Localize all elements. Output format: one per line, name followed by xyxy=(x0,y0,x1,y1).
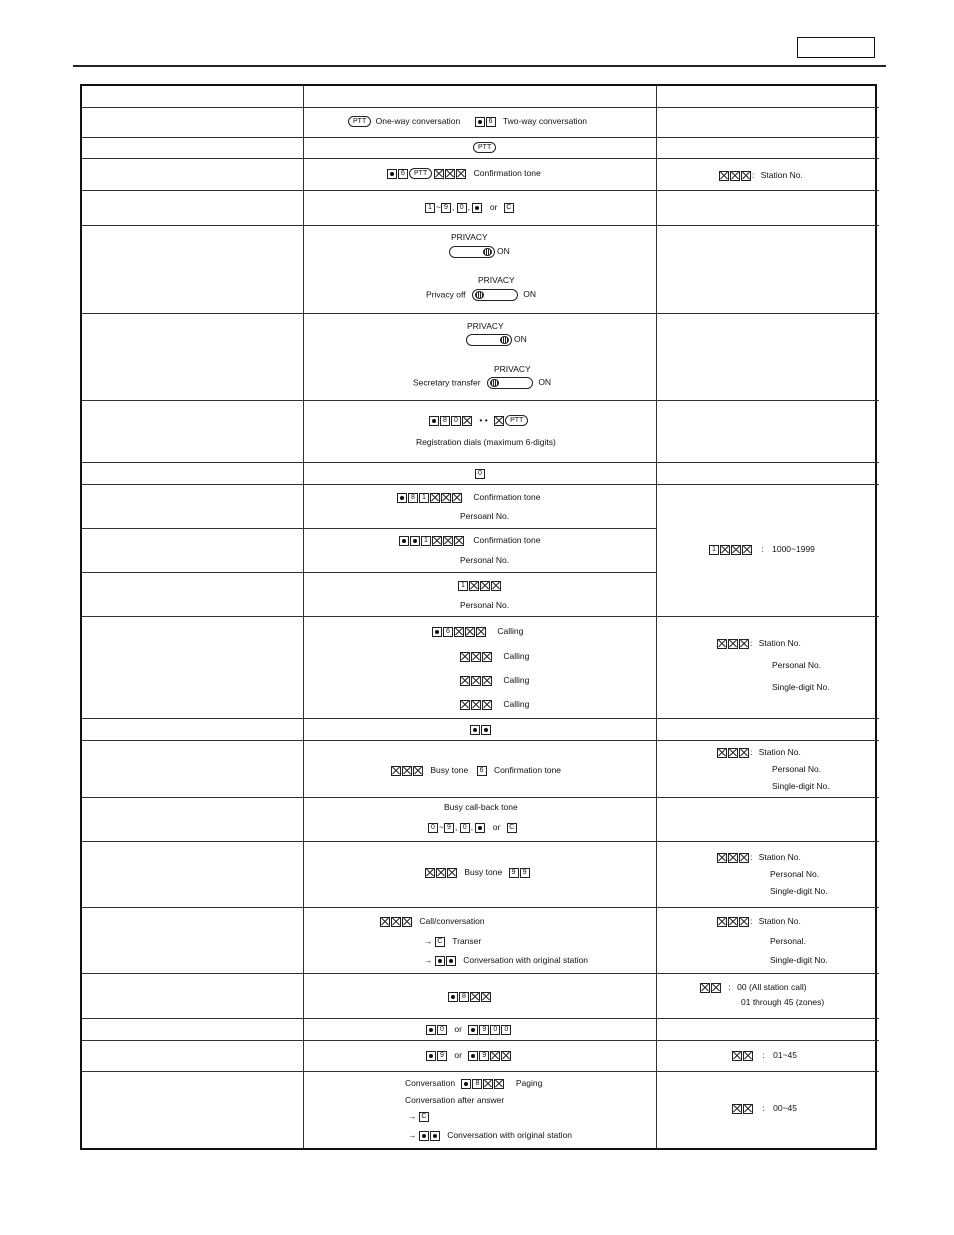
paging-zone-keys xyxy=(448,991,492,1002)
conv-original-label: Conversation with original station xyxy=(447,1130,572,1140)
crossed-digit-key-icon xyxy=(728,748,738,758)
row-divider xyxy=(82,190,879,191)
privacy-switch-icon xyxy=(449,246,495,258)
privacy-switch-icon xyxy=(466,334,512,346)
key-6-icon: 6 xyxy=(486,117,496,127)
conv-paging-row xyxy=(405,1078,542,1089)
key-c-icon: C xyxy=(507,823,517,833)
registration-label: Registration dials (maximum 6-digits) xyxy=(416,437,556,447)
privacy-switch-on xyxy=(449,246,510,258)
crossed-digit-key-icon xyxy=(728,853,738,863)
conv-after-answer-label: Conversation after answer xyxy=(405,1095,505,1105)
row-divider xyxy=(82,572,657,573)
busy99-note-station xyxy=(717,852,801,863)
key-0-icon: 0 xyxy=(428,823,438,833)
privacy-switch-icon xyxy=(487,377,533,389)
single-digit-label: Single-digit No. xyxy=(770,955,828,965)
crossed-digit-key-icon xyxy=(739,639,749,649)
ptt-key-icon: PTT xyxy=(348,116,371,127)
confirmation-tone-label: Confirmation tone xyxy=(473,492,541,502)
colon: : xyxy=(762,1103,765,1113)
key-9-icon: 9 xyxy=(437,1051,447,1061)
key-9-icon: 9 xyxy=(444,823,454,833)
row-divider xyxy=(82,225,879,226)
personal-no-label: Personal No. xyxy=(772,660,822,670)
single-digit-label: Single-digit No. xyxy=(772,682,830,692)
dot-key-icon xyxy=(475,823,485,833)
dot-key-icon xyxy=(448,992,458,1002)
row-divider xyxy=(82,841,879,842)
crossed-digit-key-icon xyxy=(728,639,738,649)
answer-paging-keys xyxy=(426,1050,512,1061)
header-rule xyxy=(73,65,886,67)
calling-row-3 xyxy=(460,675,529,686)
row-divider xyxy=(82,107,879,108)
crossed-digit-key-icon xyxy=(452,493,462,503)
key-1-icon: 1 xyxy=(709,545,719,555)
transfer-call-row xyxy=(380,916,485,927)
calling-label: Calling xyxy=(503,651,530,661)
dot-key-icon xyxy=(419,1131,429,1141)
column-divider xyxy=(303,86,304,1148)
on-label: ON xyxy=(538,377,552,388)
transfer-c-row xyxy=(424,936,481,947)
dot-key-icon xyxy=(426,1051,436,1061)
dot-key-icon xyxy=(432,627,442,637)
row-divider xyxy=(82,1071,879,1072)
two-way-label: Two-way conversation xyxy=(502,116,588,126)
row-divider xyxy=(82,484,879,485)
calling-label: Calling xyxy=(503,675,530,685)
dot-key-icon xyxy=(472,203,482,213)
key-8-icon: 8 xyxy=(408,493,418,503)
crossed-digit-key-icon xyxy=(456,169,466,179)
row-divider xyxy=(82,462,879,463)
crossed-digit-key-icon xyxy=(717,917,727,927)
crossed-digit-key-icon xyxy=(743,1051,753,1061)
crossed-digit-key-icon xyxy=(480,581,490,591)
key-8-icon: 8 xyxy=(459,992,469,1002)
crossed-digit-key-icon xyxy=(720,545,730,555)
crossed-digit-key-icon xyxy=(436,868,446,878)
personal-no-label: Personal No. xyxy=(460,600,510,610)
colon: : xyxy=(728,982,731,992)
key-1-icon: 1 xyxy=(425,203,435,213)
colon: : xyxy=(750,638,753,648)
privacy-label: PRIVACY xyxy=(467,321,504,331)
dot-key-icon xyxy=(470,725,480,735)
paging-label: Paging xyxy=(515,1078,543,1088)
row-station-entry xyxy=(387,168,541,179)
operation-table xyxy=(80,84,877,1150)
crossed-digit-key-icon xyxy=(717,639,727,649)
crossed-digit-key-icon xyxy=(454,536,464,546)
dot-key-icon xyxy=(399,536,409,546)
dot-key-icon xyxy=(481,725,491,735)
crossed-digit-key-icon xyxy=(482,700,492,710)
crossed-digit-key-icon xyxy=(482,676,492,686)
answer-range-note xyxy=(732,1050,797,1061)
crossed-digit-key-icon xyxy=(494,416,504,426)
crossed-digit-key-icon xyxy=(483,1079,493,1089)
arrow-icon: → xyxy=(424,955,433,965)
key-9-icon: 9 xyxy=(479,1025,489,1035)
single-digit-label: Single-digit No. xyxy=(770,886,828,896)
secretary-transfer-label: Secretary transfer xyxy=(413,377,481,388)
personal-no-label: Personal No. xyxy=(772,764,822,774)
crossed-digit-key-icon xyxy=(460,652,470,662)
crossed-digit-key-icon xyxy=(739,748,749,758)
crossed-digit-key-icon xyxy=(470,992,480,1002)
all-station-label: 00 (All station call) xyxy=(737,982,807,992)
colon: : xyxy=(750,916,753,926)
or-label: or xyxy=(454,1050,462,1060)
crossed-digit-key-icon xyxy=(711,983,721,993)
on-label: ON xyxy=(497,246,510,257)
call-conversation-label: Call/conversation xyxy=(419,916,485,926)
crossed-digit-key-icon xyxy=(732,1104,742,1114)
crossed-digit-key-icon xyxy=(402,917,412,927)
crossed-digit-key-icon xyxy=(441,493,451,503)
crossed-digit-key-icon xyxy=(460,700,470,710)
row-divider xyxy=(82,1040,879,1041)
ptt-key-icon: PTT xyxy=(473,142,496,153)
crossed-digit-key-icon xyxy=(447,868,457,878)
calling-row-4 xyxy=(460,699,529,710)
key-1-icon: 1 xyxy=(421,536,431,546)
calling-row-2 xyxy=(460,651,529,662)
privacy-switch-on xyxy=(466,334,527,346)
row-dot-dot xyxy=(470,724,492,735)
dot-key-icon xyxy=(446,956,456,966)
dot-key-icon xyxy=(410,536,420,546)
colon: : xyxy=(761,544,764,554)
single-digit-label: Single-digit No. xyxy=(772,781,830,791)
crossed-digit-key-icon xyxy=(471,652,481,662)
calling-row-1 xyxy=(432,626,523,637)
key-8-icon: 8 xyxy=(472,1079,482,1089)
row-conversation-mode xyxy=(348,116,587,127)
conv-return-row xyxy=(408,1130,572,1141)
on-label: ON xyxy=(523,289,537,300)
row-zero-key xyxy=(475,468,486,479)
crossed-digit-key-icon xyxy=(482,652,492,662)
crossed-digit-key-icon xyxy=(391,766,401,776)
crossed-digit-key-icon xyxy=(501,1051,511,1061)
key-1-icon: 1 xyxy=(458,581,468,591)
key-c-icon: C xyxy=(419,1112,429,1122)
crossed-digit-key-icon xyxy=(413,766,423,776)
key-9-icon: 9 xyxy=(479,1051,489,1061)
privacy-label: PRIVACY xyxy=(451,232,488,242)
row-digit-range xyxy=(425,202,515,213)
crossed-digit-key-icon xyxy=(739,917,749,927)
arrow-icon: → xyxy=(424,936,433,946)
calling-note-station xyxy=(717,638,801,649)
key-9-icon: 9 xyxy=(441,203,451,213)
busy-tone-label: Busy tone xyxy=(430,765,469,775)
row-divider xyxy=(82,137,879,138)
crossed-digit-key-icon xyxy=(743,1104,753,1114)
ellipsis-dots: • • xyxy=(479,415,488,425)
busy-callback-label: Busy call-back tone xyxy=(444,802,518,812)
dot-key-icon xyxy=(426,1025,436,1035)
personal-entry-a xyxy=(397,492,540,503)
key-0-icon: 0 xyxy=(460,823,470,833)
calling-label: Calling xyxy=(503,699,530,709)
busy-tone-label: Busy tone xyxy=(464,867,503,877)
crossed-digit-key-icon xyxy=(454,627,464,637)
station-no-label: Station No. xyxy=(758,916,801,926)
crossed-digit-key-icon xyxy=(742,545,752,555)
crossed-digit-key-icon xyxy=(432,536,442,546)
privacy-label: PRIVACY xyxy=(478,275,515,285)
crossed-digit-key-icon xyxy=(443,536,453,546)
crossed-digit-key-icon xyxy=(476,627,486,637)
crossed-digit-key-icon xyxy=(494,1079,504,1089)
confirmation-tone-label: Confirmation tone xyxy=(473,168,541,178)
ptt-key-icon: PTT xyxy=(409,168,432,179)
key-0-icon: 0 xyxy=(490,1025,500,1035)
row-divider xyxy=(82,528,657,529)
transer-label: Transer xyxy=(452,936,482,946)
key-0-icon: 0 xyxy=(501,1025,511,1035)
row-divider xyxy=(82,158,879,159)
crossed-digit-key-icon xyxy=(490,1051,500,1061)
key-6-icon: 6 xyxy=(398,169,408,179)
crossed-digit-key-icon xyxy=(739,853,749,863)
row-divider xyxy=(82,1018,879,1019)
crossed-digit-key-icon xyxy=(434,169,444,179)
dot-key-icon xyxy=(461,1079,471,1089)
conv-range-note xyxy=(732,1103,797,1114)
crossed-digit-key-icon xyxy=(731,545,741,555)
crossed-digit-key-icon xyxy=(730,171,740,181)
tilde: ~ xyxy=(439,822,444,832)
range-00-45-label: 00~45 xyxy=(773,1103,797,1113)
secretary-transfer-row xyxy=(413,377,551,389)
colon: : xyxy=(752,170,755,180)
crossed-digit-key-icon xyxy=(380,917,390,927)
crossed-digit-key-icon xyxy=(481,992,491,1002)
crossed-digit-key-icon xyxy=(425,868,435,878)
privacy-switch-icon xyxy=(472,289,518,301)
conv-c-row xyxy=(408,1111,430,1122)
row-divider xyxy=(82,718,879,719)
privacy-off-label: Privacy off xyxy=(426,289,466,300)
conv-original-label: Conversation with original station xyxy=(463,955,588,965)
personal-range-note xyxy=(709,544,815,555)
busy-callback-keys xyxy=(428,822,518,833)
privacy-off-row xyxy=(426,289,536,301)
crossed-digit-key-icon xyxy=(391,917,401,927)
cancel-paging-keys xyxy=(426,1024,512,1035)
row-divider xyxy=(82,973,879,974)
comma: , xyxy=(470,822,474,832)
range-01-45-label: 01~45 xyxy=(773,1050,797,1060)
crossed-digit-key-icon xyxy=(471,676,481,686)
crossed-digit-key-icon xyxy=(430,493,440,503)
station-no-note xyxy=(719,170,803,181)
key-0-icon: 0 xyxy=(475,469,485,479)
key-c-icon: C xyxy=(435,937,445,947)
row-divider xyxy=(82,400,879,401)
key-6-icon: 6 xyxy=(477,766,487,776)
tilde: ~ xyxy=(436,202,441,212)
dot-key-icon xyxy=(475,117,485,127)
one-way-label: One-way conversation xyxy=(375,116,461,126)
station-no-label: Station No. xyxy=(758,747,801,757)
crossed-digit-key-icon xyxy=(732,1051,742,1061)
personal-no-label: Personal No. xyxy=(460,555,510,565)
comma: , xyxy=(451,202,455,212)
busy-confirm-row xyxy=(391,765,561,776)
key-0-icon: 0 xyxy=(437,1025,447,1035)
confirmation-tone-label: Confirmation tone xyxy=(493,765,562,775)
colon: : xyxy=(750,852,753,862)
dot-key-icon xyxy=(387,169,397,179)
key-0-icon: 0 xyxy=(451,416,461,426)
colon: : xyxy=(750,747,753,757)
transfer-note-station xyxy=(717,916,801,927)
column-divider xyxy=(656,86,657,1148)
crossed-digit-key-icon xyxy=(465,627,475,637)
crossed-digit-key-icon xyxy=(719,171,729,181)
crossed-digit-key-icon xyxy=(462,416,472,426)
key-8-icon: 8 xyxy=(440,416,450,426)
dot-key-icon xyxy=(468,1051,478,1061)
arrow-icon: → xyxy=(408,1130,417,1140)
transfer-return-row xyxy=(424,955,588,966)
privacy-label: PRIVACY xyxy=(494,364,531,374)
or-label: or xyxy=(489,202,498,212)
crossed-digit-key-icon xyxy=(728,917,738,927)
key-9-icon: 9 xyxy=(520,868,530,878)
ptt-key-icon: PTT xyxy=(505,415,528,426)
station-no-label: Station No. xyxy=(760,170,803,180)
row-divider xyxy=(82,740,879,741)
crossed-digit-key-icon xyxy=(741,171,751,181)
row-divider xyxy=(82,797,879,798)
page-number-box xyxy=(797,37,875,58)
busy-99-row xyxy=(425,867,531,878)
crossed-digit-key-icon xyxy=(717,748,727,758)
crossed-digit-key-icon xyxy=(445,169,455,179)
colon: : xyxy=(762,1050,765,1060)
crossed-digit-key-icon xyxy=(460,676,470,686)
station-no-label: Station No. xyxy=(758,638,801,648)
dot-key-icon xyxy=(429,416,439,426)
crossed-digit-key-icon xyxy=(402,766,412,776)
key-c-icon: C xyxy=(504,203,514,213)
dot-key-icon xyxy=(468,1025,478,1035)
zone-note xyxy=(700,982,807,993)
busy-note-station xyxy=(717,747,801,758)
conversation-label: Conversation xyxy=(405,1078,456,1088)
persoanl-no-label: Persoanl No. xyxy=(460,511,510,521)
calling-label: Calling xyxy=(497,626,524,636)
row-ptt xyxy=(473,142,498,153)
crossed-digit-key-icon xyxy=(491,581,501,591)
or-label: or xyxy=(492,822,501,832)
registration-keys xyxy=(429,415,530,426)
personal-short-label: Personal. xyxy=(770,936,806,946)
crossed-digit-key-icon xyxy=(471,700,481,710)
arrow-icon: → xyxy=(408,1111,417,1121)
comma: , xyxy=(454,822,458,832)
personal-entry-b xyxy=(399,535,540,546)
crossed-digit-key-icon xyxy=(700,983,710,993)
confirmation-tone-label: Confirmation tone xyxy=(473,535,541,545)
row-divider xyxy=(82,907,879,908)
dot-key-icon xyxy=(430,1131,440,1141)
station-no-label: Station No. xyxy=(758,852,801,862)
crossed-digit-key-icon xyxy=(717,853,727,863)
comma: , xyxy=(467,202,471,212)
on-label: ON xyxy=(514,334,527,345)
personal-no-label: Personal No. xyxy=(770,869,820,879)
dot-key-icon xyxy=(397,493,407,503)
personal-entry-c xyxy=(458,580,502,591)
row-divider xyxy=(82,616,879,617)
key-6-icon: 6 xyxy=(443,627,453,637)
crossed-digit-key-icon xyxy=(469,581,479,591)
row-divider xyxy=(82,313,879,314)
or-label: or xyxy=(454,1024,462,1034)
key-9-icon: 9 xyxy=(509,868,519,878)
dot-key-icon xyxy=(435,956,445,966)
range-1000-label: 1000~1999 xyxy=(772,544,815,554)
key-0-icon: 0 xyxy=(457,203,467,213)
zones-label: 01 through 45 (zones) xyxy=(741,997,825,1007)
key-1-icon: 1 xyxy=(419,493,429,503)
